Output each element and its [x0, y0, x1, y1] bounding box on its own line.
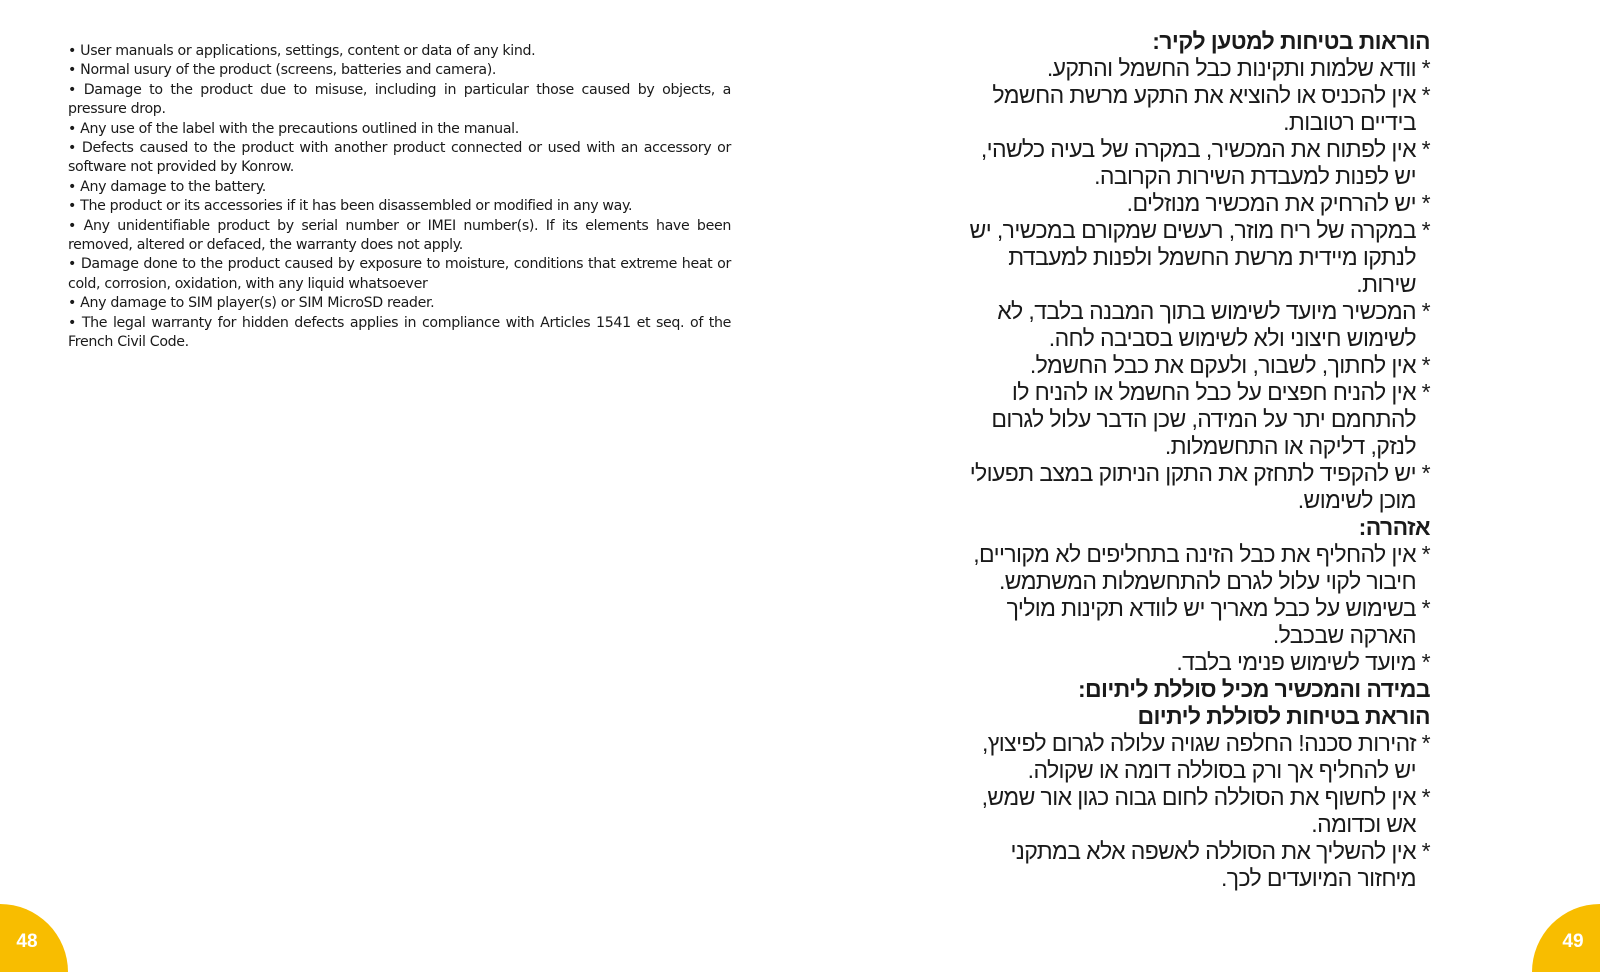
battery-item: *אין להשליך את הסוללה לאשפה אלא במתקני מיחזור המיועדים לכך.: [1010, 838, 1430, 891]
safety-item: *המכשיר מיועד לשימוש בתוך המבנה בלבד, לא לשימוש חיצוני ולא לשימוש בסביבה לחה.: [997, 298, 1430, 351]
page-number-right: 49: [1532, 904, 1600, 972]
right-page-safety-instructions: [960, 28, 1430, 892]
charger-safety-heading: הוראות בטיחות למטען לקיר:: [1152, 28, 1430, 54]
page-number-left: 48: [0, 904, 68, 972]
safety-item: *במקרה של ריח מוזר, רעשים שמקורם במכשיר, יש לנתקו מיידית מרשת החשמל ולפנות למעבדת שירות.: [969, 217, 1430, 297]
exclusion-item: • The product or its accessories if it has been disassembled or modified in any way.: [68, 198, 633, 215]
warning-heading: אזהרה:: [1358, 514, 1430, 540]
exclusion-item: • Any damage to the battery.: [68, 178, 266, 195]
left-page-warranty-exclusions: [68, 42, 731, 353]
safety-item: *אין להניח חפצים על כבל החשמל או להניח לו להתחמם יתר על המידה, שכן הדבר עלול לגרום לנזק, דליקה או התחשמלות.: [991, 379, 1430, 459]
battery-condition-heading: במידה והמכשיר מכיל סוללת ליתיום:: [1077, 676, 1430, 702]
battery-item: *זהירות סכנה! החלפה שגויה עלולה לגרום לפיצוץ, יש להחליף אך ורק בסוללה דומה או שקולה.: [981, 730, 1430, 783]
safety-item: *וודא שלמות ותקינות כבל החשמל והתקע.: [1046, 55, 1430, 81]
warning-item: *אין להחליף את כבל הזינה בתחליפים לא מקוריים, חיבור לקוי עלול לגרם להתחשמלות המשתמש.: [973, 541, 1430, 594]
battery-item: *אין לחשוף את הסוללה לחום גבוה כגון אור שמש, אש וכדומה.: [981, 784, 1430, 837]
safety-item: *אין לפתוח את המכשיר, במקרה של בעיה כלשהי, יש לפנות למעבדת השירות הקרובה.: [980, 136, 1430, 189]
safety-item: *יש להקפיד לתחזק את התקן הניתוק במצב תפעולי מוכן לשימוש.: [969, 460, 1430, 513]
exclusion-item: • Any use of the label with the precautions outlined in the manual.: [68, 120, 519, 137]
exclusion-item: • Damage to the product due to misuse, including in particular those caused by objects, a pressure drop.: [68, 81, 731, 118]
exclusion-item: • Any unidentifiable product by serial number or IMEI number(s). If its elements have been removed, altered or defaced, the warranty does not apply.: [68, 217, 731, 254]
safety-item: *אין לחתוך, לשבור, ולעקם את כבל החשמל.: [1029, 352, 1430, 378]
exclusion-item: • The legal warranty for hidden defects applies in compliance with Articles 1541 et seq. of the French Civil Code.: [68, 314, 731, 351]
exclusion-item: • Any damage to SIM player(s) or SIM MicroSD reader.: [68, 295, 435, 312]
exclusion-item: • Damage done to the product caused by exposure to moisture, conditions that extreme heat or cold, corrosion, oxidation, with any liquid whatsoever: [68, 256, 731, 292]
exclusion-item: • Normal usury of the product (screens, batteries and camera).: [68, 62, 497, 79]
safety-item: *אין להכניס או להוציא את התקע מרשת החשמל בידיים רטובות.: [992, 82, 1430, 135]
warning-item: *מיועד לשימוש פנימי בלבד.: [1176, 649, 1430, 675]
exclusion-item: • User manuals or applications, settings, content or data of any kind.: [68, 43, 536, 59]
warning-item: *בשימוש על כבל מאריך יש לוודא תקינות מוליך הארקה שבכבל.: [1006, 595, 1430, 648]
safety-item: *יש להרחיק את המכשיר מנוזלים.: [1126, 190, 1430, 216]
battery-safety-heading: הוראת בטיחות לסוללת ליתיום: [1137, 703, 1430, 729]
exclusion-item: • Defects caused to the product with another product connected or used with an accessory or software not provided by Konrow.: [68, 140, 731, 176]
